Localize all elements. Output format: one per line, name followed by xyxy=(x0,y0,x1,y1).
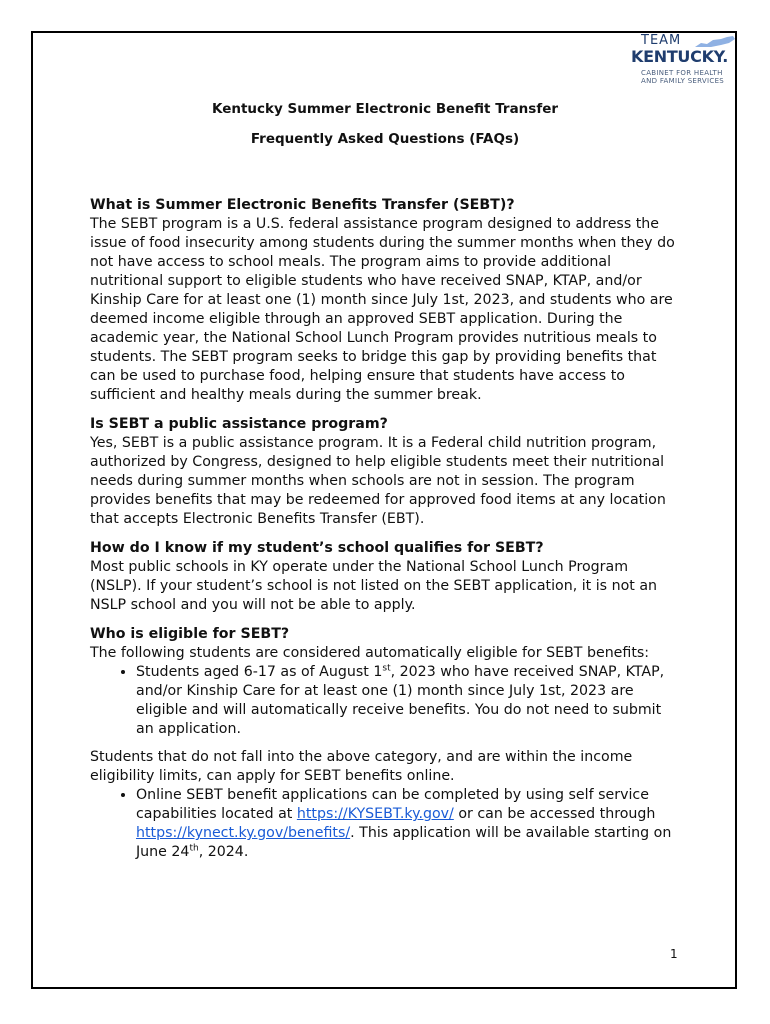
faq-question: How do I know if my student’s school qualifies for SEBT? xyxy=(90,540,544,556)
document-subtitle: Frequently Asked Questions (FAQs) xyxy=(250,131,520,147)
faq-answer: Most public schools in KY operate under the National School Lunch Program (NSLP). If your student’s school is not listed on the SEBT application, it is not an NSLP school and you will not be able to apply. xyxy=(90,559,658,613)
faq-answer: Students that do not fall into the above category, and are within the income eligibility limits, can apply for SEBT benefits online. xyxy=(90,749,633,784)
logo-cabinet-text: CABINET FOR HEALTH AND FAMILY SERVICES xyxy=(641,69,725,85)
faq-question: Is SEBT a public assistance program? xyxy=(90,416,388,432)
faq-section-eligibility xyxy=(90,625,680,862)
logo-state-text: KENTUCKY. xyxy=(631,47,729,66)
kysebt-link[interactable]: https://KYSEBT.ky.gov/ xyxy=(296,806,454,822)
logo-team-text: TEAM xyxy=(641,33,682,48)
kynect-benefits-link[interactable]: https://kynect.ky.gov/benefits/ xyxy=(136,825,351,841)
faq-question: Who is eligible for SEBT? xyxy=(90,626,290,642)
eligibility-list-apply xyxy=(90,786,680,862)
faq-question: What is Summer Electronic Benefits Transfer (SEBT)? xyxy=(90,197,515,213)
team-kentucky-logo xyxy=(627,33,739,93)
faq-content xyxy=(90,196,680,872)
faq-answer: The following students are considered automatically eligible for SEBT benefits: xyxy=(90,645,650,661)
eligibility-list-auto xyxy=(90,663,680,739)
faq-section-school-qualifies xyxy=(90,539,680,615)
page-number: 1 xyxy=(670,947,678,961)
list-item: • Students aged 6-17 as of August 1st, 2023 who have received SNAP, KTAP, and/or Kinship Care for at least one (1) month since July 1st, 2023 are eligible and will automatically receive benefits. You do not need to submit an application. xyxy=(136,663,680,739)
faq-section-public-assistance xyxy=(90,415,680,529)
faq-section-what-is-sebt xyxy=(90,196,680,405)
document-title: Kentucky Summer Electronic Benefit Transfer xyxy=(211,101,559,117)
faq-answer: The SEBT program is a U.S. federal assistance program designed to address the issue of food insecurity among students during the summer months when they do not have access to school meals. The program aims to provide additional nutritional support to eligible students who have received SNAP, KTAP, and/or Kinship Care for at least one (1) month since July 1st, 2023, and students who are deemed income eligible through an approved SEBT application. During the academic year, the National School Lunch Program provides nutritious meals to students. The SEBT program seeks to bridge this gap by providing benefits that can be used to purchase food, helping ensure that students have access to sufficient and healthy meals during the summer break. xyxy=(90,216,675,403)
faq-answer: Yes, SEBT is a public assistance program. It is a Federal child nutrition program, authorized by Congress, designed to help eligible students meet their nutritional needs during summer months when schools are not in session. The program provides benefits that may be redeemed for approved food items at any location that accepts Electronic Benefits Transfer (EBT). xyxy=(90,435,666,527)
list-item: • Online SEBT benefit applications can be completed by using self service capabilities located at https://KYSEBT.ky.gov/ or can be accessed through https://kynect.ky.gov/benefits/. This application will be available starting on June 24th, 2024. xyxy=(136,786,680,862)
